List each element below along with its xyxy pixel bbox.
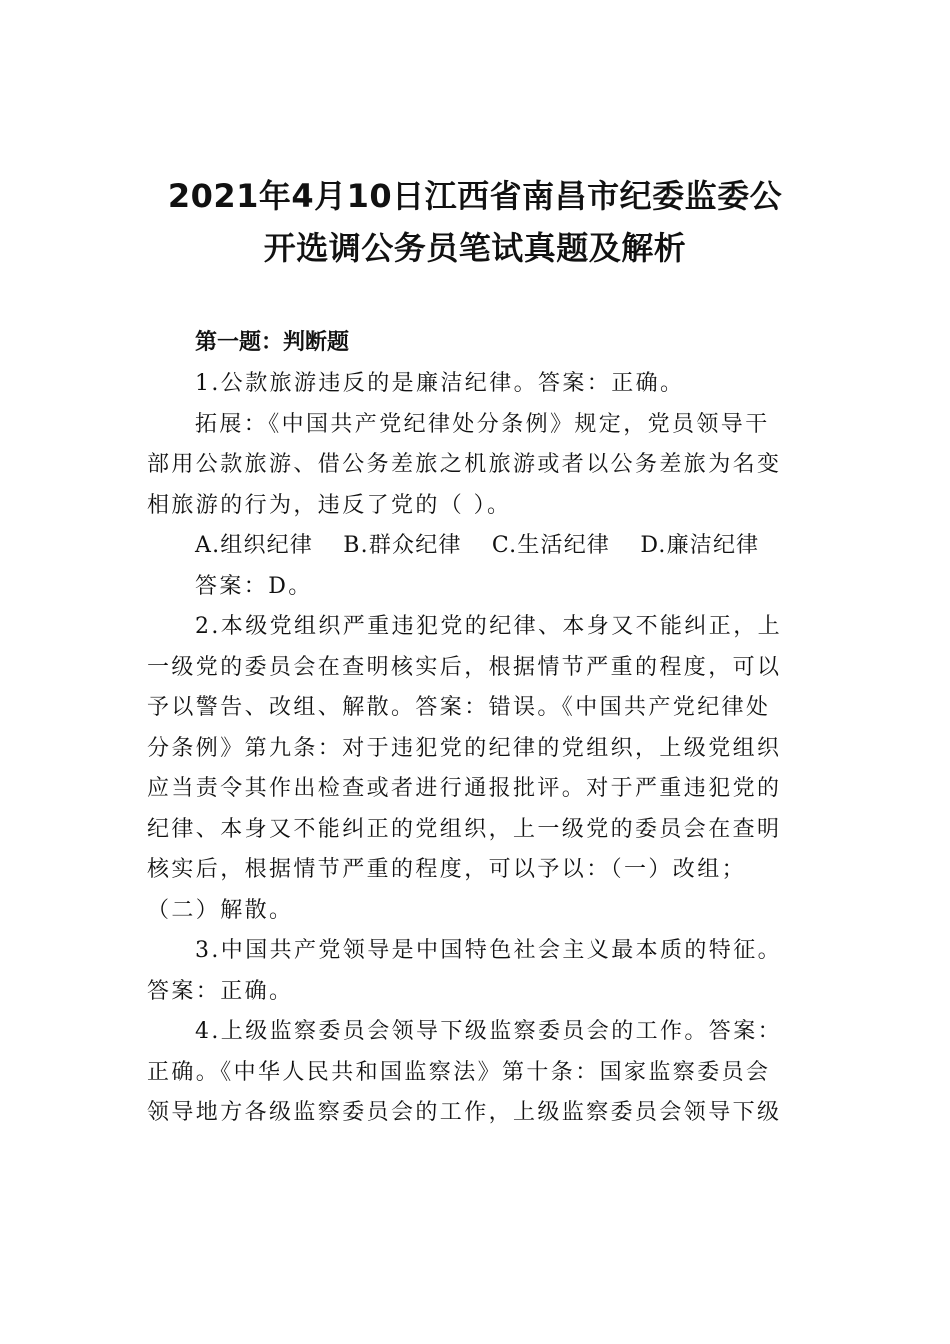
question-4-line-2: 正确。《中华人民共和国监察法》第十条：国家监察委员会 [147,1059,771,1085]
question-2-line-7: 核实后，根据情节严重的程度，可以予以：（一）改组； [147,857,747,882]
question-2-line-3: 予以警告、改组、解散。答案：错误。《中国共产党纪律处 [147,695,771,720]
document-body [147,322,807,1134]
section-heading: 第一题：判断题 [195,330,350,355]
title-line-2: 开选调公务员笔试真题及解析 [263,229,687,267]
title-line-1: 2021年4月10日江西省南昌市纪委监委公 [167,177,783,215]
option-c: C.生活纪律 [491,533,611,558]
option-d: D.廉洁纪律 [640,533,760,558]
question-4-line-3: 领导地方各级监察委员会的工作，上级监察委员会领导下级 [147,1100,782,1125]
question-2-line-5: 应当责令其作出检查或者进行通报批评。对于严重违犯党的 [147,776,782,801]
question-1 [147,364,807,405]
document-title [140,170,810,274]
extension-paragraph [147,405,807,527]
question-2-line-2: 一级党的委员会在查明核实后，根据情节严重的程度，可以 [147,654,782,680]
question-3 [147,931,807,1012]
question-3-line-2: 答案：正确。 [147,978,294,1004]
question-3-line-1: 3.中国共产党领导是中国特色社会主义最本质的特征。 [195,938,782,963]
option-b: B.群众纪律 [343,533,462,558]
extension-answer [147,567,807,608]
question-1-line: 1.公款旅游违反的是廉洁纪律。答案：正确。 [195,371,685,396]
option-a: A.组织纪律 [195,533,314,558]
question-4 [147,1012,807,1134]
extension-line-3: 相旅游的行为，违反了党的（ ）。 [147,492,512,518]
extension-answer-line: 答案：D。 [195,573,313,599]
question-2-line-6: 纪律、本身又不能纠正的党组织，上一级党的委员会在查明 [147,816,782,842]
question-2 [147,607,807,931]
question-4-line-1: 4.上级监察委员会领导下级监察委员会的工作。答案： [195,1019,782,1044]
answer-options [147,526,807,567]
question-2-line-4: 分条例》第九条：对于违犯党的纪律的党组织，上级党组织 [147,735,782,761]
extension-line-1: 拓展：《中国共产党纪律处分条例》规定，党员领导干 [195,411,770,437]
question-2-line-8: （二）解散。 [147,897,294,923]
question-2-line-1: 2.本级党组织严重违犯党的纪律、本身又不能纠正，上 [195,614,782,639]
extension-line-2: 部用公款旅游、借公务差旅之机旅游或者以公务差旅为名变 [147,452,782,477]
